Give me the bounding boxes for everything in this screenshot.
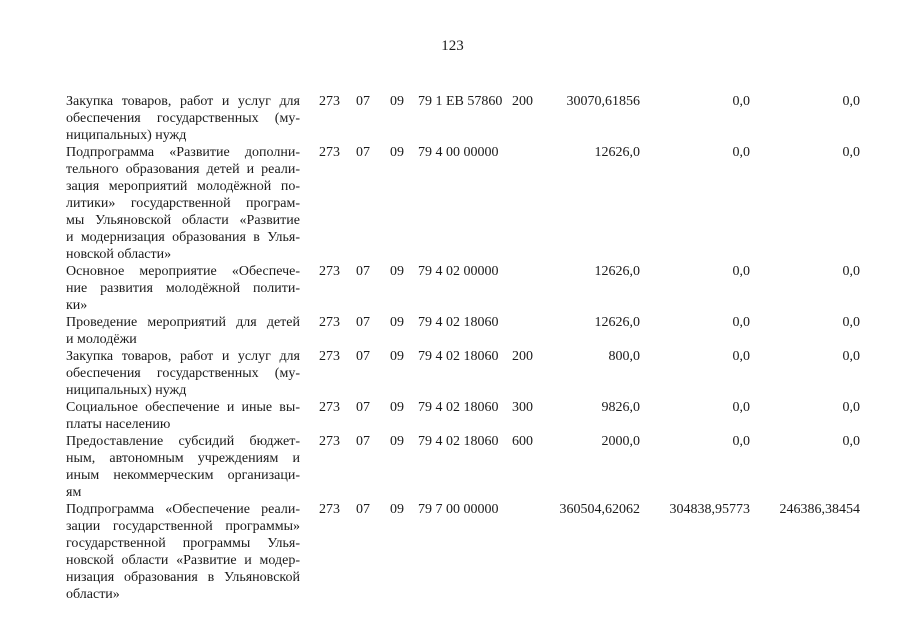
- row-name-line: новской области»: [66, 247, 172, 262]
- table-row: [66, 314, 860, 348]
- department-code: 273: [319, 400, 340, 415]
- amount-year-2: 304838,95773: [669, 502, 750, 517]
- amount-year-2: 0,0: [732, 400, 750, 415]
- table-body: [66, 93, 860, 603]
- table-row: [66, 433, 860, 501]
- page-number: 123: [441, 38, 464, 54]
- row-name-line: государственной программы Улья-: [66, 536, 300, 551]
- amount-year-2: 0,0: [732, 264, 750, 279]
- amount-year-1: 30070,61856: [566, 94, 640, 109]
- row-name-line: ным, автономным учреждениям и: [66, 451, 300, 466]
- row-name-line: Социальное обеспечение и иные вы-: [66, 400, 300, 415]
- row-name-line: зации государственной программы»: [66, 519, 300, 534]
- amount-year-1: 12626,0: [594, 315, 640, 330]
- row-name-line: Основное мероприятие «Обеспече-: [66, 264, 300, 279]
- row-name-line: Закупка товаров, работ и услуг для: [66, 94, 300, 109]
- target-article-code: 79 1 EB 57860: [418, 94, 503, 109]
- row-name: [66, 144, 300, 263]
- row-name: [66, 433, 300, 501]
- row-name: [66, 263, 300, 314]
- section-code: 07: [356, 502, 370, 517]
- expense-type-code: 600: [512, 434, 533, 449]
- section-code: 07: [356, 145, 370, 160]
- amount-year-1: 9826,0: [601, 400, 640, 415]
- amount-year-1: 12626,0: [594, 264, 640, 279]
- department-code: 273: [319, 434, 340, 449]
- amount-year-1: 800,0: [608, 349, 640, 364]
- department-code: 273: [319, 315, 340, 330]
- subsection-code: 09: [390, 264, 404, 279]
- row-name-line: обеспечения государственных (му-: [66, 111, 300, 126]
- row-name-line: обеспечения государственных (му-: [66, 366, 300, 381]
- expense-type-code: 300: [512, 400, 533, 415]
- department-code: 273: [319, 502, 340, 517]
- target-article-code: 79 7 00 00000: [418, 502, 499, 517]
- row-name-line: и молодёжи: [66, 332, 137, 347]
- section-code: 07: [356, 315, 370, 330]
- row-name-line: ниципальных) нужд: [66, 383, 187, 398]
- subsection-code: 09: [390, 502, 404, 517]
- section-code: 07: [356, 400, 370, 415]
- target-article-code: 79 4 00 00000: [418, 145, 499, 160]
- amount-year-2: 0,0: [732, 434, 750, 449]
- row-name-line: тельного образования детей и реали-: [66, 162, 300, 177]
- row-name-line: ниципальных) нужд: [66, 128, 187, 143]
- target-article-code: 79 4 02 18060: [418, 400, 499, 415]
- amount-year-3: 0,0: [842, 145, 860, 160]
- subsection-code: 09: [390, 315, 404, 330]
- table-row: [66, 399, 860, 433]
- subsection-code: 09: [390, 400, 404, 415]
- row-name-line: зация мероприятий молодёжной по-: [66, 179, 300, 194]
- department-code: 273: [319, 145, 340, 160]
- amount-year-3: 0,0: [842, 400, 860, 415]
- row-name: [66, 501, 300, 603]
- table-row: [66, 93, 860, 144]
- row-name-line: Предоставление субсидий бюджет-: [66, 434, 300, 449]
- subsection-code: 09: [390, 434, 404, 449]
- amount-year-3: 0,0: [842, 94, 860, 109]
- amount-year-2: 0,0: [732, 315, 750, 330]
- section-code: 07: [356, 349, 370, 364]
- budget-table: [66, 93, 860, 603]
- row-name-line: ние развития молодёжной полити-: [66, 281, 300, 296]
- expense-type-code: [512, 263, 542, 314]
- row-name-line: Подпрограмма «Развитие дополни-: [66, 145, 300, 160]
- subsection-code: 09: [390, 94, 404, 109]
- target-article-code: 79 4 02 18060: [418, 349, 499, 364]
- amount-year-1: 12626,0: [594, 145, 640, 160]
- amount-year-3: 0,0: [842, 264, 860, 279]
- section-code: 07: [356, 264, 370, 279]
- department-code: 273: [319, 264, 340, 279]
- subsection-code: 09: [390, 349, 404, 364]
- row-name-line: Закупка товаров, работ и услуг для: [66, 349, 300, 364]
- row-name-line: ки»: [66, 298, 88, 313]
- row-name-line: низация образования в Ульяновской: [66, 570, 300, 585]
- expense-type-code: 200: [512, 94, 533, 109]
- table-row: [66, 501, 860, 603]
- table-row: [66, 144, 860, 263]
- amount-year-1: 2000,0: [601, 434, 640, 449]
- row-name-line: новской области «Развитие и модер-: [66, 553, 300, 568]
- amount-year-2: 0,0: [732, 349, 750, 364]
- row-name-line: области»: [66, 587, 120, 602]
- amount-year-3: 0,0: [842, 349, 860, 364]
- expense-type-code: [512, 314, 542, 348]
- amount-year-2: 0,0: [732, 145, 750, 160]
- section-code: 07: [356, 94, 370, 109]
- row-name-line: Проведение мероприятий для детей: [66, 315, 300, 330]
- table-row: [66, 263, 860, 314]
- department-code: 273: [319, 349, 340, 364]
- row-name: [66, 314, 300, 348]
- amount-year-1: 360504,62062: [559, 502, 640, 517]
- table-row: [66, 348, 860, 399]
- row-name: [66, 348, 300, 399]
- row-name-line: ям: [66, 485, 82, 500]
- row-name-line: иным некоммерческим организаци-: [66, 468, 300, 483]
- target-article-code: 79 4 02 00000: [418, 264, 499, 279]
- target-article-code: 79 4 02 18060: [418, 434, 499, 449]
- subsection-code: 09: [390, 145, 404, 160]
- department-code: 273: [319, 94, 340, 109]
- row-name-line: Подпрограмма «Обеспечение реали-: [66, 502, 300, 517]
- row-name-line: литики» государственной програм-: [66, 196, 300, 211]
- row-name-line: и модернизация образования в Улья-: [66, 230, 300, 245]
- amount-year-3: 0,0: [842, 315, 860, 330]
- row-name: [66, 399, 300, 433]
- amount-year-3: 246386,38454: [779, 502, 860, 517]
- expense-type-code: 200: [512, 349, 533, 364]
- amount-year-2: 0,0: [732, 94, 750, 109]
- expense-type-code: [512, 144, 542, 263]
- section-code: 07: [356, 434, 370, 449]
- expense-type-code: [512, 501, 542, 603]
- row-name-line: платы населению: [66, 417, 171, 432]
- row-name-line: мы Ульяновской области «Развитие: [66, 213, 300, 228]
- row-name: [66, 93, 300, 144]
- target-article-code: 79 4 02 18060: [418, 315, 499, 330]
- amount-year-3: 0,0: [842, 434, 860, 449]
